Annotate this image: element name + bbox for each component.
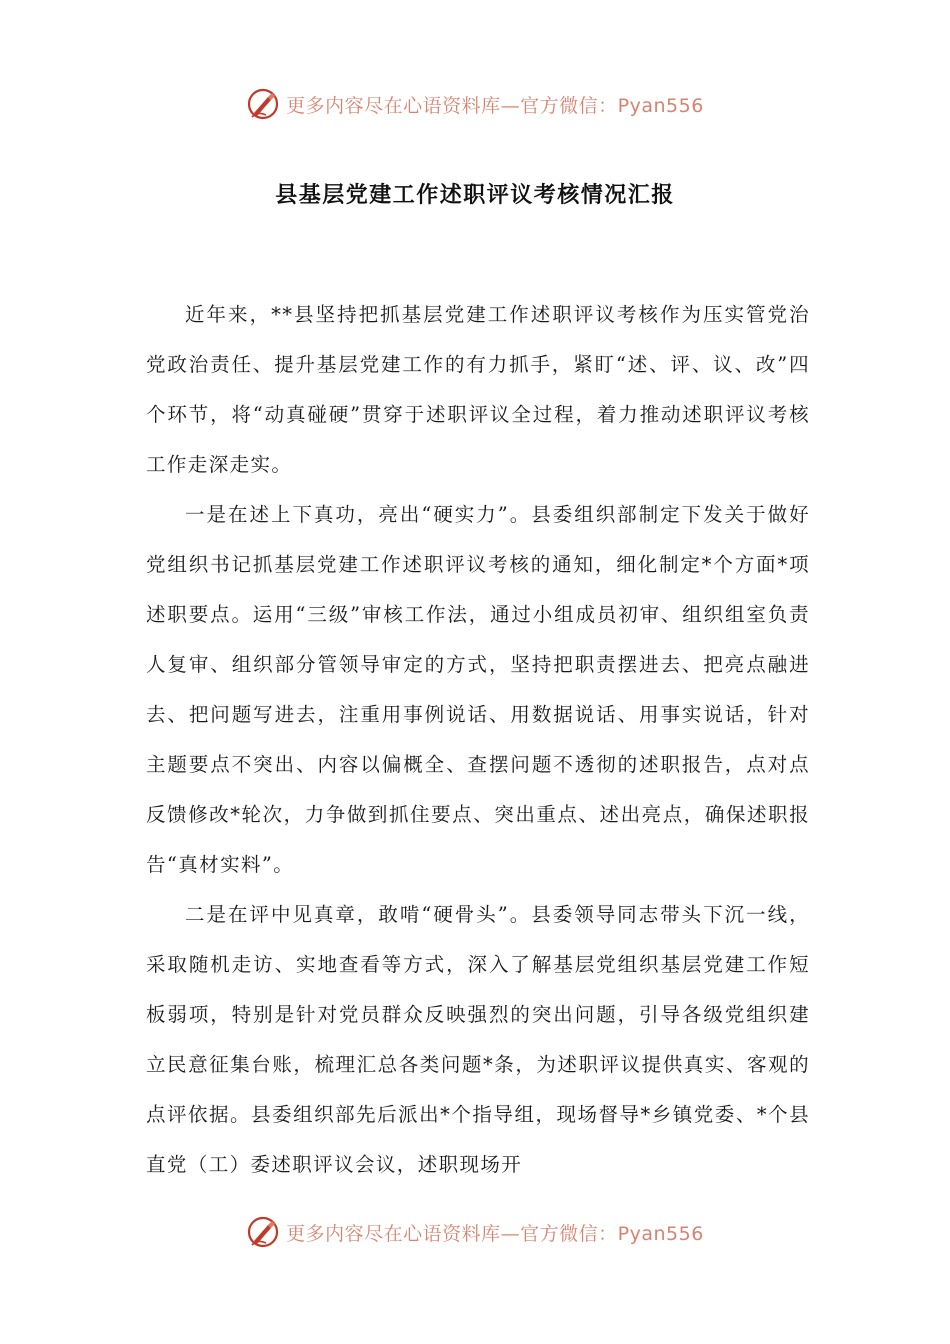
paragraph-point-two: 二是在评中见真章，敢啃“硬骨头”。县委领导同志带头下沉一线，采取随机走访、实地查看等方式，深入了解基层党组织基层党建工作短板弱项，特别是针对党员群众反映强烈的突出问题，引导各级党组织建立民意征集台账，梳理汇总各类问题*条，为述职评议提供真实、客观的点评依据。县委组织部先后派出*个指导组，现场督导*乡镇党委、*个县直党（工）委述职评议会议，述职现场开 [146,903,810,1176]
watermark-text: 更多内容尽在心语资料库—官方微信：Pyan556 [286,94,704,117]
pen-seal-logo-icon [246,1215,280,1249]
watermark-text: 更多内容尽在心语资料库—官方微信：Pyan556 [286,1222,704,1245]
pen-seal-logo-icon [246,87,280,121]
paragraph-intro: 近年来，**县坚持把抓基层党建工作述职评议考核作为压实管党治党政治责任、提升基层党建工作的有力抓手，紧盯“述、评、议、改”四个环节，将“动真碰硬”贯穿于述职评议全过程，着力推动述职评议考核工作走深走实。 [146,303,810,476]
document-body [146,290,810,1190]
paragraph-point-one: 一是在述上下真功，亮出“硬实力”。县委组织部制定下发关于做好党组织书记抓基层党建工作述职评议考核的通知，细化制定*个方面*项述职要点。运用“三级”审核工作法，通过小组成员初审、组织组室负责人复审、组织部分管领导审定的方式，坚持把职责摆进去、把亮点融进去、把问题写进去，注重用事例说话、用数据说话、用事实说话，针对主题要点不突出、内容以偏概全、查摆问题不透彻的述职报告，点对点反馈修改*轮次，力争做到抓住要点、突出重点、述出亮点，确保述职报告“真材实料”。 [146,503,810,876]
watermark-footer [0,1212,950,1252]
watermark-header [0,84,950,124]
document-title: 县基层党建工作述职评议考核情况汇报 [275,183,675,208]
